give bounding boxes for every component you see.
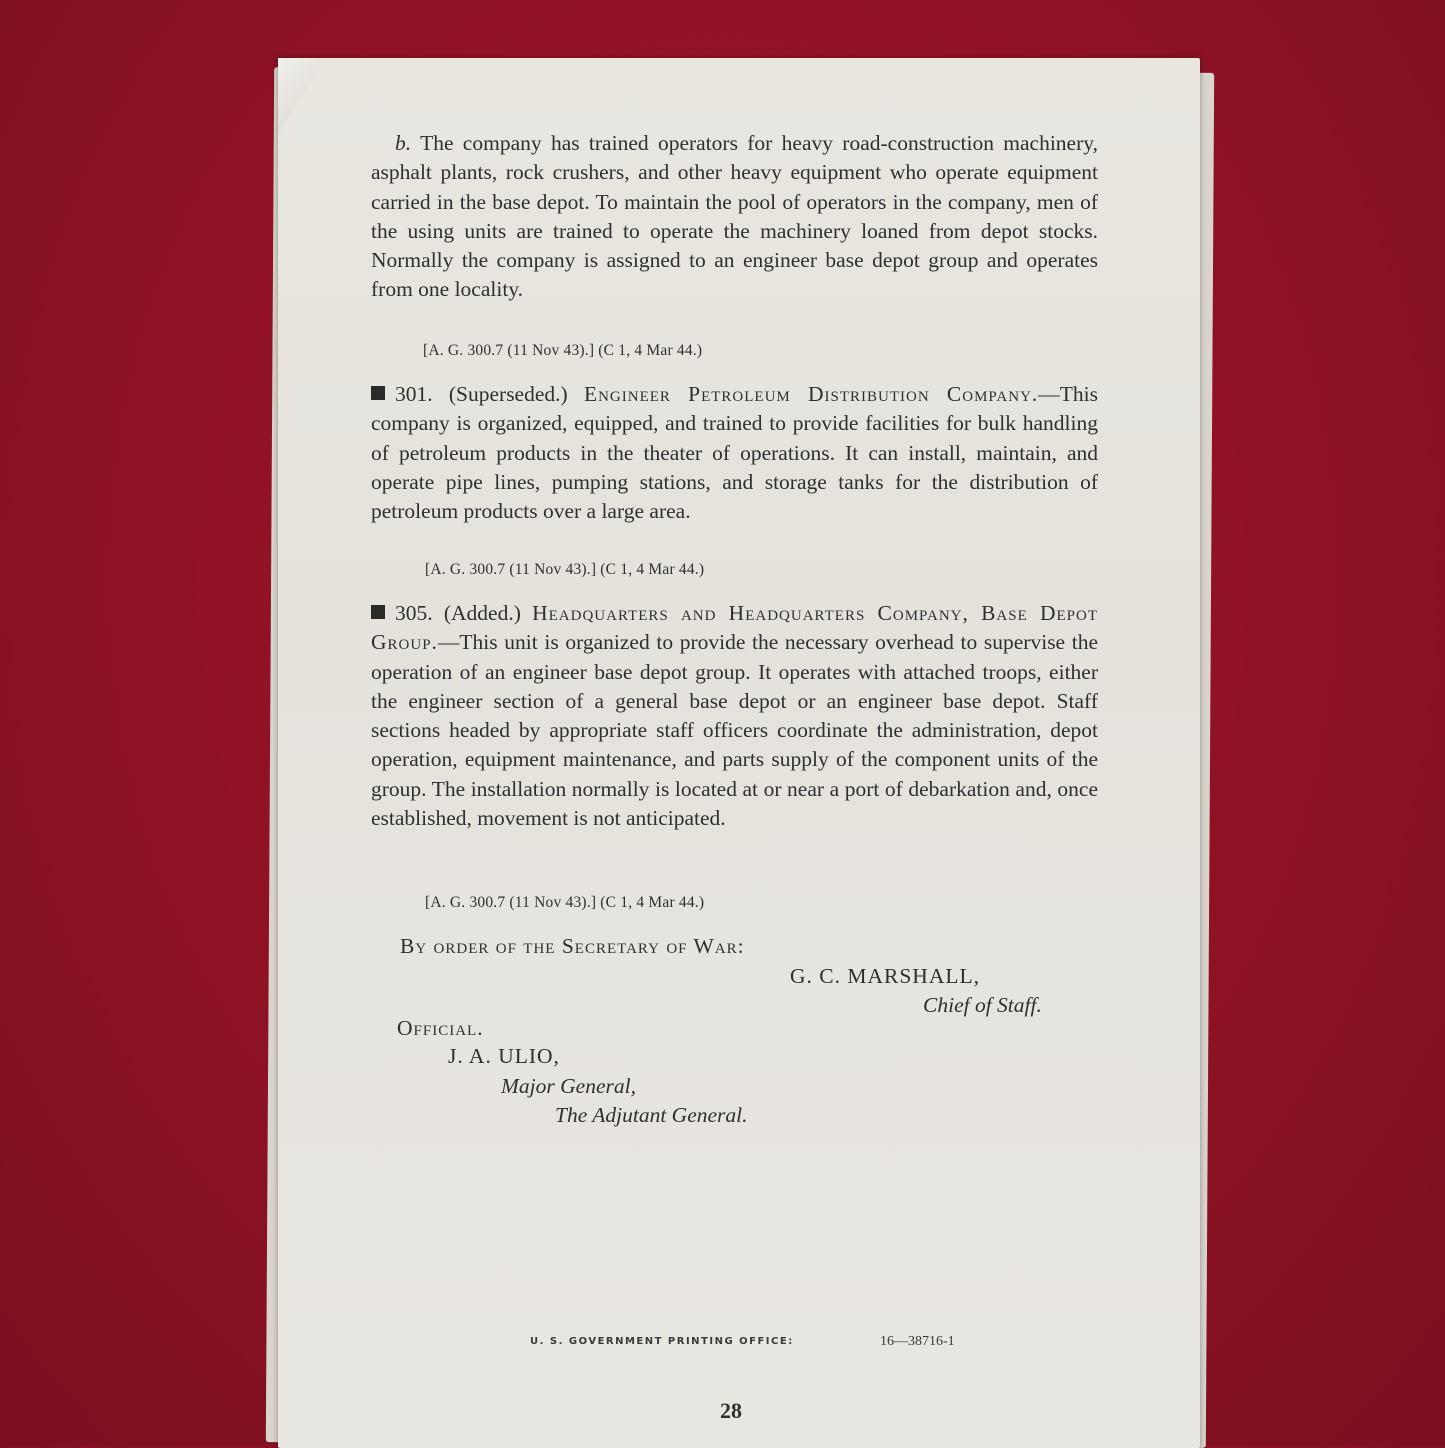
bullet-marker-icon [371,605,385,619]
adjutant-name: J. A. ULIO, [448,1044,560,1068]
document-page [278,58,1200,1448]
page-number: 28 [720,1398,742,1423]
official-label: Official. [397,1016,484,1040]
printer-imprint: U. S. GOVERNMENT PRINTING OFFICE: [530,1336,794,1347]
section-305-text: —This unit is organized to provide the necessary overhead to supervise the operation of an engineer base depot group. It operates with attached troops, either the engineer section of a general base depot or an engineer base depot. Staff sections headed by appropriate staff officers coordinate the administration, depot operation, equipment maintenance, and parts supply of the component units of the group. The installation normally is located at or near a port of debarkation and, once established, movement is not anticipated. [371,630,1098,831]
chief-title: Chief of Staff. [923,993,1042,1017]
section-305-heading: Headquarters and Headquarters Company, Base Depot Group. [371,601,1099,655]
by-order-line: By order of the Secretary of War: [400,934,745,958]
section-301-status: (Superseded.) [448,382,568,406]
section-305-number: 305. [395,601,433,625]
section-301-number: 301. [395,382,433,406]
adjutant-rank: Major General, [501,1074,636,1098]
section-305-status: (Added.) [443,601,521,625]
chief-name: G. C. MARSHALL, [790,964,981,988]
section-301 [371,380,1098,526]
page-corner-fold [278,58,326,134]
section-b [371,129,1098,305]
section-b-paragraph [371,129,1098,305]
section-305 [371,599,1098,833]
section-305-paragraph [371,599,1098,833]
section-b-reference: [A. G. 300.7 (11 Nov 43).] (C 1, 4 Mar 44.) [423,342,703,359]
section-301-paragraph [371,380,1098,526]
section-301-text: —This company is organized, equipped, and trained to provide facilities for bulk handling of petroleum products in the theater of operations. It can install, maintain, and operate pipe lines, pumping stations, and storage tanks for the distribution of petroleum products over a large area. [371,382,1099,524]
section-b-label: b. [395,131,412,155]
section-305-reference: [A. G. 300.7 (11 Nov 43).] (C 1, 4 Mar 44.) [425,894,705,911]
section-b-text: The company has trained operators for heavy road-construction machinery, asphalt plants, rock crushers, and other heavy equipment who operate equipment carried in the base depot. To maintain the pool of operators in the company, men of the using units are trained to operate the machinery loaned from depot stocks. Normally the company is assigned to an engineer base depot group and operates from one locality. [371,131,1098,302]
bullet-marker-icon [371,386,385,400]
section-301-reference: [A. G. 300.7 (11 Nov 43).] (C 1, 4 Mar 44.) [425,561,705,578]
section-301-heading: Engineer Petroleum Distribution Company. [583,382,1039,406]
adjutant-title: The Adjutant General. [555,1103,748,1127]
print-code: 16—38716-1 [880,1334,955,1349]
